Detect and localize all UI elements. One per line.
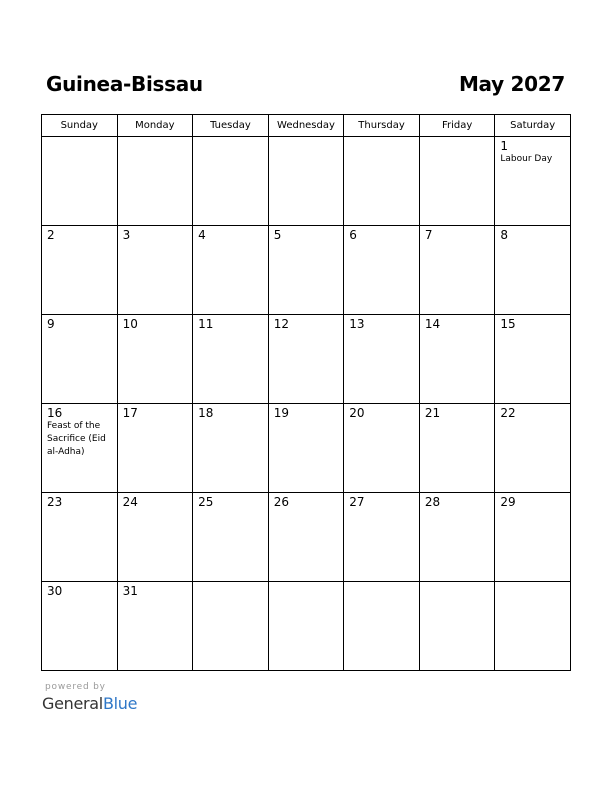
day-cell — [495, 404, 571, 493]
day-number: 5 — [273, 228, 282, 242]
day-number: 12 — [273, 317, 289, 331]
day-cell-empty — [193, 582, 269, 671]
day-number: 6 — [349, 228, 357, 242]
day-cell — [495, 137, 571, 226]
day-cell-empty — [419, 582, 495, 671]
weekday-monday: Monday — [117, 115, 193, 137]
day-cell — [344, 404, 420, 493]
day-cell — [117, 582, 193, 671]
day-number: 25 — [198, 495, 214, 509]
day-number: 1 — [500, 139, 509, 153]
day-cell — [42, 315, 118, 404]
day-cell — [42, 493, 118, 582]
day-cell — [117, 493, 193, 582]
day-cell — [268, 315, 344, 404]
day-number: 27 — [349, 495, 365, 509]
day-cell — [419, 493, 495, 582]
week-row-5 — [42, 493, 571, 582]
weekday-thursday: Thursday — [344, 115, 420, 137]
day-cell — [42, 404, 118, 493]
day-number: 9 — [47, 317, 55, 331]
day-number: 20 — [349, 406, 365, 420]
day-cell-empty — [419, 137, 495, 226]
day-number: 10 — [122, 317, 138, 331]
week-row-3 — [42, 315, 571, 404]
day-number: 7 — [424, 228, 433, 242]
generalblue-logo[interactable] — [42, 694, 137, 713]
day-number: 30 — [47, 584, 63, 598]
day-cell — [193, 493, 269, 582]
day-number: 19 — [273, 406, 289, 420]
day-number: 3 — [122, 228, 131, 242]
day-cell-empty — [344, 582, 420, 671]
weekday-wednesday: Wednesday — [268, 115, 344, 137]
calendar-grid — [41, 114, 571, 671]
day-cell-empty — [495, 582, 571, 671]
day-number: 26 — [273, 495, 289, 509]
brand-blue-text: Blue — [102, 694, 138, 713]
week-row-6 — [42, 582, 571, 671]
day-cell — [193, 315, 269, 404]
day-number: 28 — [424, 495, 441, 509]
day-number: 17 — [122, 406, 138, 420]
day-number: 8 — [500, 228, 509, 242]
day-number: 22 — [500, 406, 516, 420]
weekday-friday: Friday — [419, 115, 495, 137]
weekday-saturday: Saturday — [495, 115, 571, 137]
holiday-label: Labour Day — [500, 154, 553, 164]
day-cell — [495, 315, 571, 404]
day-cell — [117, 226, 193, 315]
day-number: 23 — [47, 495, 63, 509]
day-cell — [268, 493, 344, 582]
day-cell — [344, 226, 420, 315]
day-number: 18 — [198, 406, 214, 420]
day-cell-empty — [193, 137, 269, 226]
day-number: 13 — [349, 317, 365, 331]
day-cell-empty — [268, 137, 344, 226]
day-cell — [495, 493, 571, 582]
week-row-1 — [42, 137, 571, 226]
day-number: 31 — [122, 584, 138, 598]
day-cell — [495, 226, 571, 315]
day-cell — [419, 315, 495, 404]
weekday-sunday: Sunday — [42, 115, 118, 137]
day-cell — [344, 493, 420, 582]
day-cell — [117, 404, 193, 493]
day-cell — [268, 404, 344, 493]
day-cell — [42, 582, 118, 671]
day-number: 21 — [424, 406, 441, 420]
powered-by-label: powered by — [45, 682, 106, 692]
day-cell — [193, 226, 269, 315]
weekday-tuesday: Tuesday — [193, 115, 269, 137]
day-number: 15 — [500, 317, 516, 331]
holiday-label: Feast of the Sacrifice (Eid al-Adha) — [47, 421, 106, 457]
day-cell — [117, 315, 193, 404]
day-cell — [419, 226, 495, 315]
day-cell-empty — [42, 137, 118, 226]
week-row-2 — [42, 226, 571, 315]
country-title: Guinea-Bissau — [46, 72, 203, 96]
day-cell-empty — [344, 137, 420, 226]
day-number: 11 — [198, 317, 214, 331]
day-cell — [193, 404, 269, 493]
day-cell — [344, 315, 420, 404]
day-number: 24 — [122, 495, 138, 509]
day-number: 29 — [500, 495, 516, 509]
brand-general-text: General — [42, 694, 103, 713]
week-row-4 — [42, 404, 571, 493]
day-number: 2 — [47, 228, 55, 242]
day-number: 4 — [198, 228, 206, 242]
day-cell-empty — [268, 582, 344, 671]
day-cell-empty — [117, 137, 193, 226]
day-number: 16 — [47, 406, 63, 420]
weekday-header-row — [42, 115, 571, 137]
day-cell — [419, 404, 495, 493]
month-year-title: May 2027 — [458, 72, 565, 96]
day-cell — [42, 226, 118, 315]
day-number: 14 — [424, 317, 441, 331]
day-cell — [268, 226, 344, 315]
